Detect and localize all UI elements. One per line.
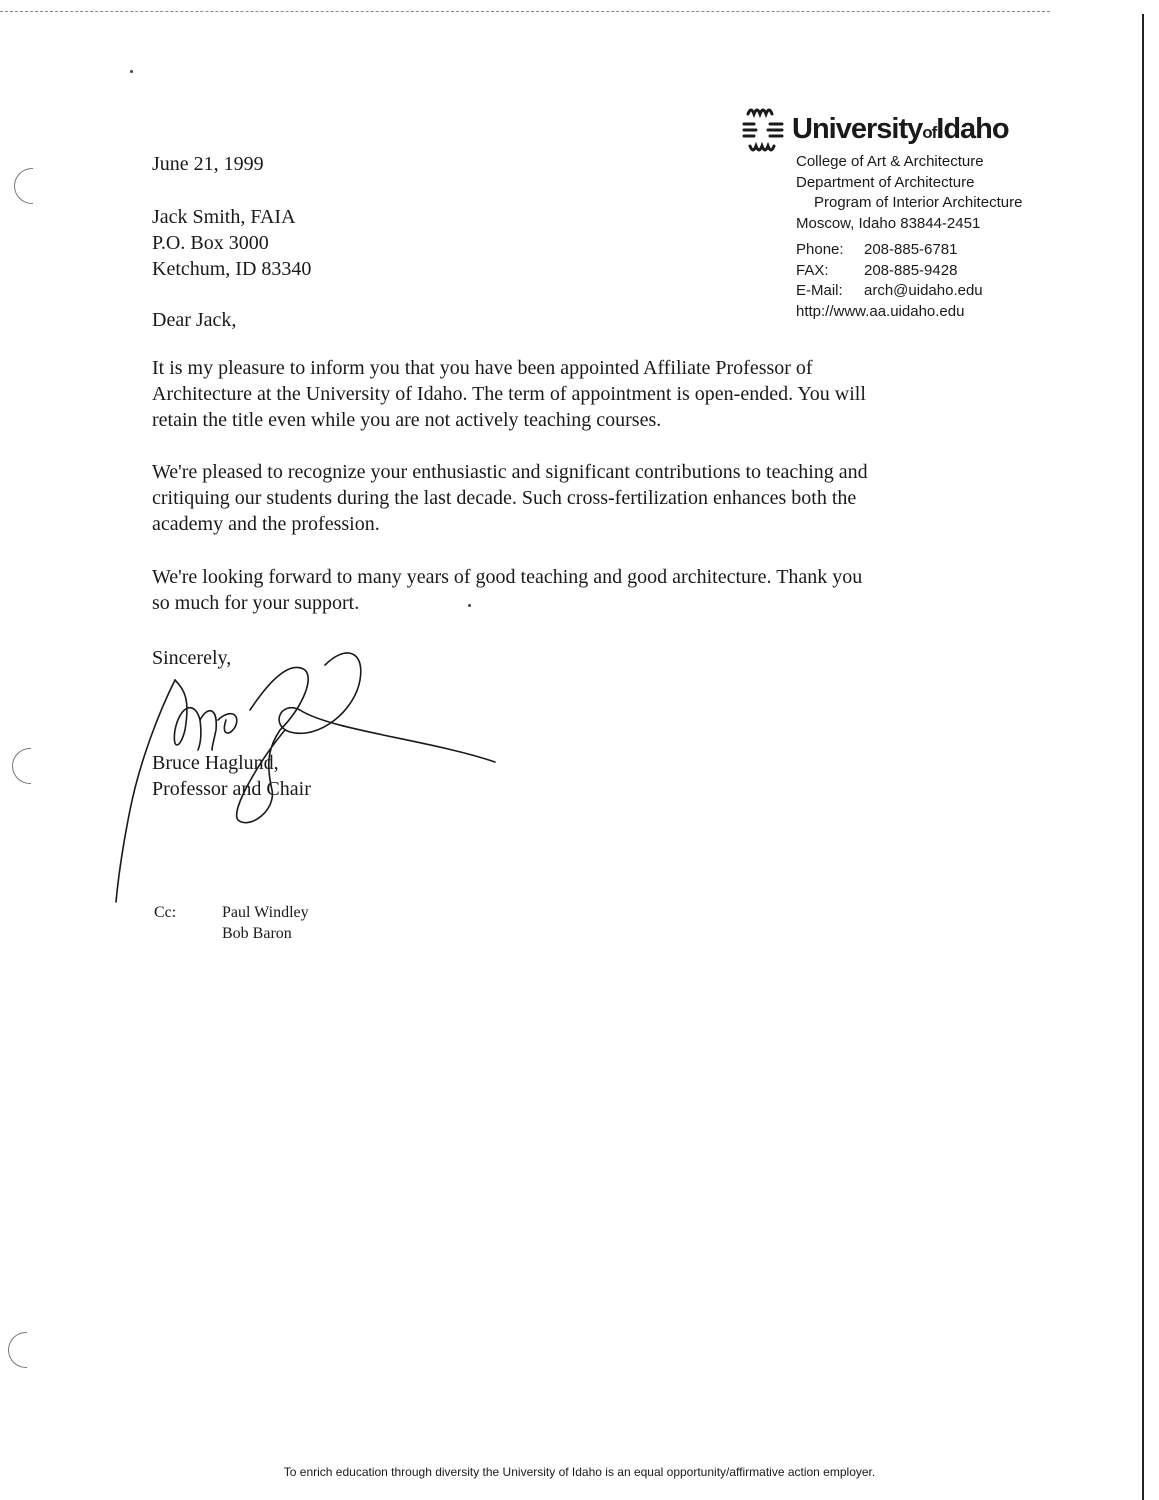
cc-label: Cc: [154,904,177,921]
cc-name: Paul Windley [222,904,309,921]
body-paragraph-3 [152,564,992,616]
university-logo-icon [734,102,792,165]
contact-label: Phone: [796,241,844,258]
contact-label: E-Mail: [796,282,843,299]
address-line: Department of Architecture [796,173,975,191]
punch-hole-middle [12,748,31,784]
punch-hole-bottom [8,1332,27,1368]
salutation: Dear Jack, [152,309,237,331]
address-line: Program of Interior Architecture [814,194,1023,211]
body-line: academy and the profession. [152,513,380,535]
footer-equal-opportunity: To enrich education through diversity the University of Idaho is an equal opportunity/affirmative action employer. [283,1465,876,1479]
body-line: It is my pleasure to inform you that you have been appointed Affiliate Professor of [152,357,813,379]
university-name: UniversityofIdaho [792,113,1009,145]
body-line: We're pleased to recognize your enthusiastic and significant contributions to teaching and [152,461,868,483]
phone-number: 208-885-6781 [864,241,958,258]
body-line: so much for your support. [152,592,360,614]
cc-list [222,902,309,944]
body-line: critiquing our students during the last decade. Such cross-fertilization enhances both the [152,487,857,509]
contact-label: FAX: [796,261,829,279]
body-paragraph-1 [152,355,992,433]
website-url: http://www.aa.uidaho.edu [796,302,965,320]
letter-date: June 21, 1999 [152,153,264,175]
address-line: Moscow, Idaho 83844-2451 [796,214,981,232]
signer-name: Bruce Haglund, [152,752,279,774]
scan-top-edge-line [0,11,1050,12]
closing: Sincerely, [152,647,232,669]
signer-title: Professor and Chair [152,778,311,800]
body-line: retain the title even while you are not actively teaching courses. [152,409,662,431]
cc-name: Bob Baron [222,925,292,942]
recipient-line: Jack Smith, FAIA [152,206,296,228]
email-address: arch@uidaho.edu [864,282,983,299]
signer-block [152,750,311,802]
body-line: We're looking forward to many years of good teaching and good architecture. Thank you [152,566,863,588]
recipient-line: Ketchum, ID 83340 [152,258,312,280]
department-address [796,152,1022,234]
body-line: Architecture at the University of Idaho. The term of appointment is open-ended. You will [152,383,866,405]
address-line: College of Art & Architecture [796,153,984,170]
contact-info [796,240,983,322]
scan-speck [130,70,133,73]
scan-right-edge-line [1142,14,1144,1500]
punch-hole-top [14,168,33,204]
recipient-address [152,204,311,282]
body-paragraph-2 [152,459,992,537]
fax-number: 208-885-9428 [864,261,958,279]
recipient-line: P.O. Box 3000 [152,232,269,254]
